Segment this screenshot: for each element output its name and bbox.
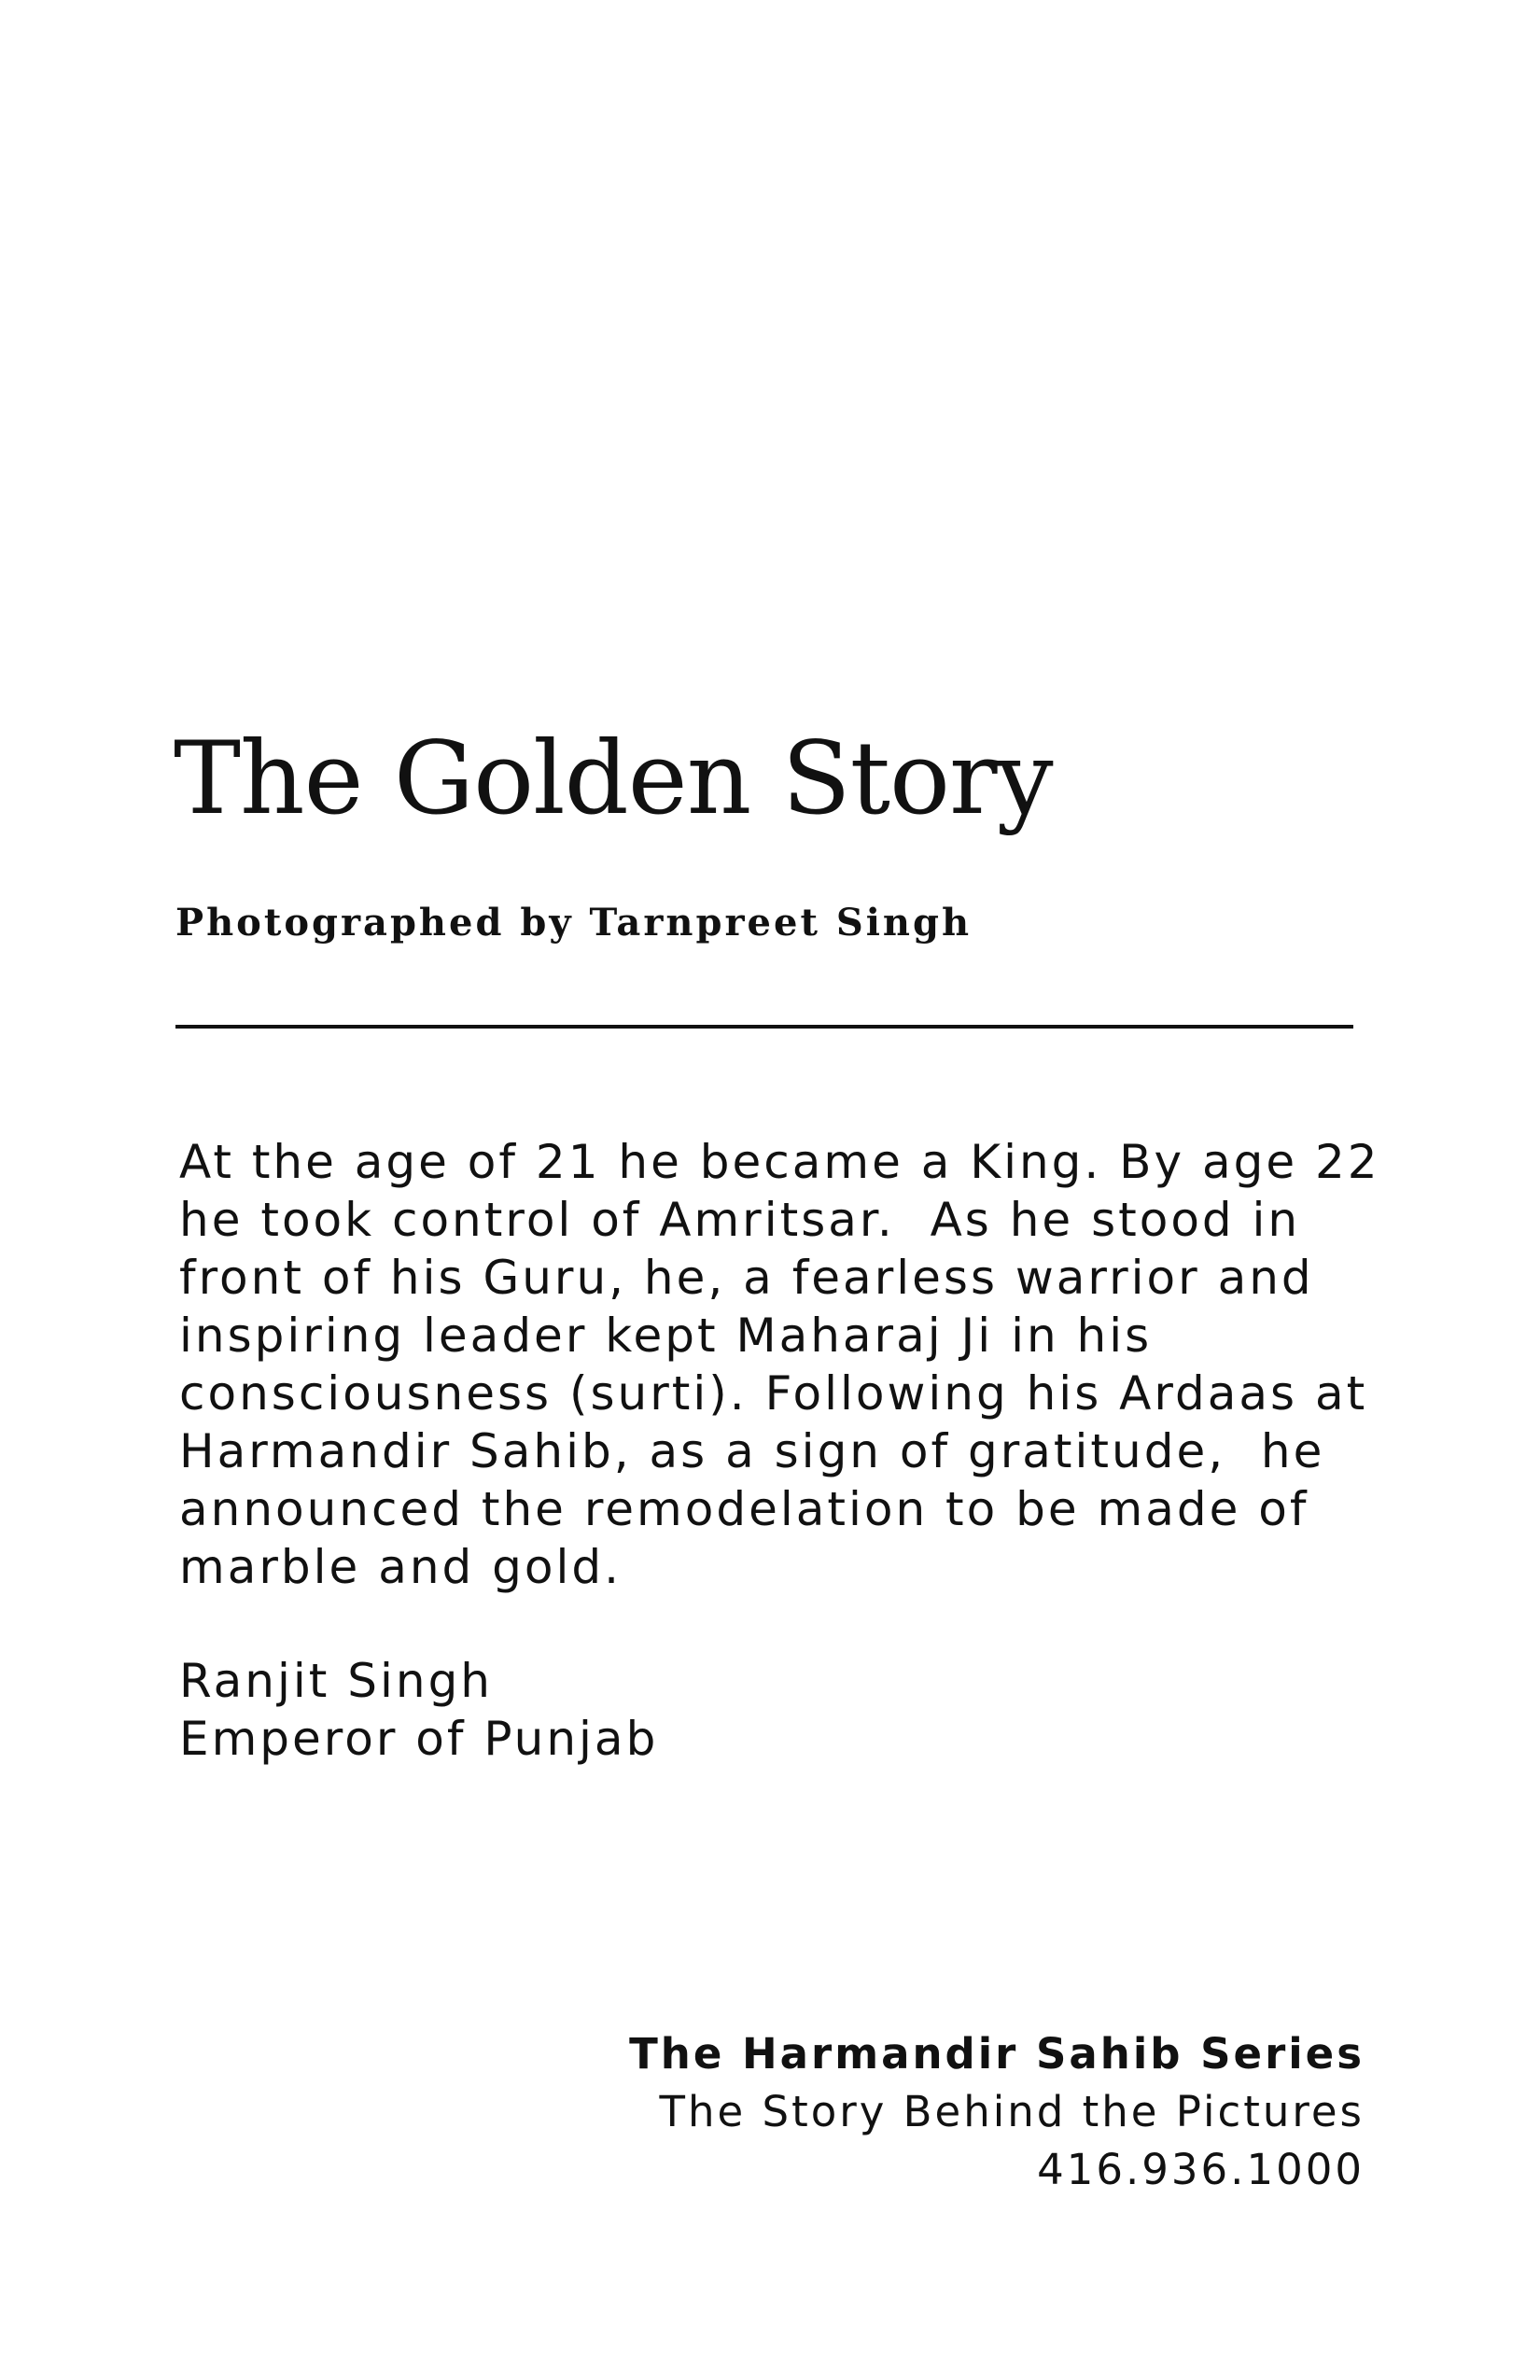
story-line: he took control of Amritsar. As he stood in [179, 1193, 1301, 1247]
series-tagline: The Story Behind the Pictures [659, 2087, 1365, 2136]
series-name: The Harmandir Sahib Series [629, 2029, 1365, 2079]
signature-title: Emperor of Punjab [179, 1712, 659, 1766]
footer-block [629, 2025, 1365, 2199]
signature-name: Ranjit Singh [179, 1654, 493, 1708]
divider-rule [175, 1025, 1353, 1029]
page-title: The Golden Story [174, 721, 1053, 837]
photographer-byline: Photographed by Tarnpreet Singh [175, 901, 973, 945]
story-line: inspiring leader kept Maharaj Ji in his [179, 1309, 1153, 1363]
phone-number: 416.936.1000 [1037, 2145, 1365, 2194]
signature-block [179, 1652, 658, 1768]
story-line: front of his Guru, he, a fearless warrior and [179, 1251, 1314, 1305]
story-line: announced the remodelation to be made of [179, 1482, 1309, 1536]
story-line: marble and gold. [179, 1540, 623, 1594]
story-line: Harmandir Sahib, as a sign of gratitude, he [179, 1424, 1325, 1478]
story-paragraph [179, 1133, 1383, 1596]
story-line: At the age of 21 he became a King. By age 22 [179, 1135, 1380, 1189]
story-line: consciousness (surti). Following his Ardaas at [179, 1366, 1368, 1421]
